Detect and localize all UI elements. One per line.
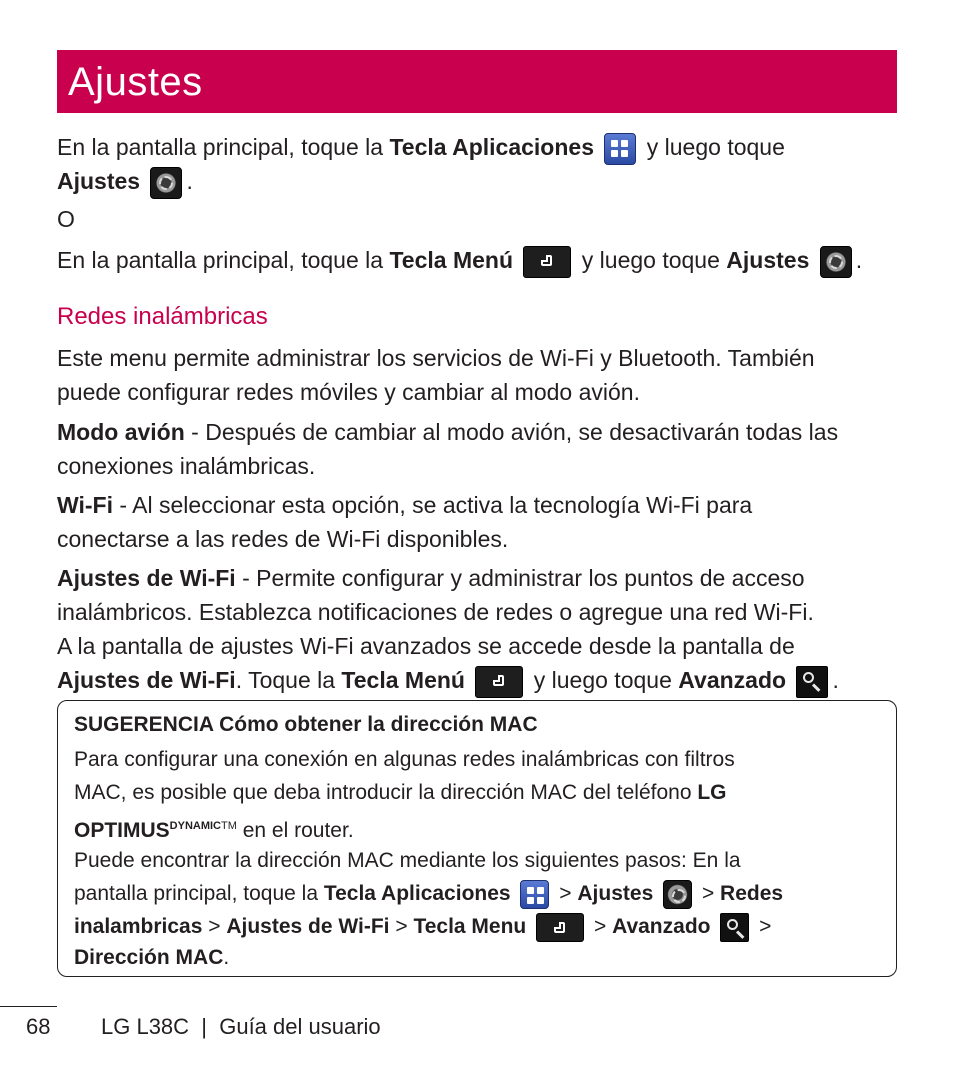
text: En la pantalla principal, toque la: [57, 247, 390, 273]
advanced-label: Avanzado: [612, 915, 711, 938]
networks-label: inalambricas: [74, 915, 203, 938]
menu-key-label: Tecla Menú: [389, 247, 513, 273]
text: - Después de cambiar al modo avión, se desactivarán todas las: [184, 419, 839, 445]
mac-address-label: Dirección MAC: [74, 946, 224, 969]
tip-l3: [74, 810, 354, 847]
wifi-settings-label: Ajustes de Wi-Fi: [226, 915, 390, 938]
body-p1-l1: Este menu permite administrar los servicios de Wi-Fi y Bluetooth. También: [57, 345, 815, 371]
search-icon: [796, 666, 828, 698]
separator: >: [389, 915, 414, 938]
advanced-label: Avanzado: [678, 667, 787, 693]
menu-key-icon: [523, 246, 571, 278]
menu-key-label: Tecla Menú: [341, 667, 465, 693]
intro-or: O: [57, 206, 75, 232]
text: .: [223, 946, 230, 969]
text: . Toque la: [235, 667, 342, 693]
footer-rule: [0, 1006, 57, 1007]
ajustes-wifi-l2: inalámbricos. Establezca notificaciones de redes o agregue una red Wi-Fi.: [57, 599, 814, 625]
section-title: Redes inalámbricas: [57, 303, 268, 330]
separator: >: [753, 915, 772, 938]
page-title: Ajustes: [68, 60, 203, 104]
separator: >: [593, 915, 613, 938]
apps-key-label: Tecla Aplicaciones: [323, 882, 511, 905]
tip-l4: Puede encontrar la dirección MAC mediante los siguientes pasos: En la: [74, 849, 741, 872]
term: Ajustes de Wi-Fi: [57, 565, 236, 591]
settings-gear-icon: [150, 167, 182, 199]
tip-l6: [74, 911, 771, 943]
wifi-l1: [57, 488, 752, 522]
text: .: [855, 247, 863, 273]
wifi-l2: conectarse a las redes de Wi-Fi disponibles.: [57, 526, 509, 552]
menu-key-label: Tecla Menu: [413, 915, 527, 938]
text: y luego toque: [646, 134, 785, 160]
tip-heading-text: SUGERENCIA Cómo obtener la dirección MAC: [74, 713, 538, 736]
apps-key-label: Tecla Aplicaciones: [389, 134, 594, 160]
tip-l1: Para configurar una conexión en algunas redes inalámbricas con filtros: [74, 748, 735, 771]
settings-label: Ajustes: [726, 247, 810, 273]
page-number: 68: [26, 1014, 51, 1039]
intro-line-1: [57, 130, 785, 165]
settings-gear-icon: [820, 246, 852, 278]
text: pantalla principal, toque la: [74, 882, 324, 905]
text: - Al seleccionar esta opción, se activa la tecnología Wi-Fi para: [113, 492, 753, 518]
ajustes-wifi-l1: [57, 561, 805, 595]
menu-key-icon: [475, 666, 523, 698]
brand: LG: [697, 781, 727, 804]
tip-box: [57, 700, 897, 977]
text: .: [186, 168, 193, 194]
settings-gear-icon: [663, 880, 692, 909]
text: .: [832, 667, 839, 693]
tip-l5: [74, 878, 783, 910]
text: - Permite configurar y administrar los puntos de acceso: [235, 565, 805, 591]
term: Modo avión: [57, 419, 185, 445]
networks-label: Redes: [720, 882, 784, 905]
text: en el router.: [236, 819, 354, 842]
tip-l7: [74, 942, 229, 974]
text: y luego toque: [533, 667, 679, 693]
model: OPTIMUS: [74, 819, 170, 842]
separator: >: [202, 915, 227, 938]
apps-icon: [604, 133, 636, 165]
apps-icon: [520, 880, 549, 909]
tip-heading: [74, 709, 538, 741]
body-p1-l2: puede configurar redes móviles y cambiar al modo avión.: [57, 379, 640, 405]
text: MAC, es posible que deba introducir la dirección MAC del teléfono: [74, 781, 698, 804]
settings-label: Ajustes: [57, 168, 141, 194]
tip-l2: [74, 777, 727, 809]
model-sup: DYNAMIC: [169, 820, 222, 832]
search-icon: [720, 913, 749, 942]
trademark: TM: [221, 820, 237, 832]
menu-key-icon: [536, 913, 584, 942]
intro-line-3: [57, 243, 862, 278]
term: Ajustes de Wi-Fi: [57, 667, 236, 693]
ajustes-wifi-l4: [57, 663, 839, 698]
modo-avion-l2: conexiones inalámbricas.: [57, 453, 316, 479]
separator: >: [559, 882, 578, 905]
text: En la pantalla principal, toque la: [57, 134, 390, 160]
separator: >: [701, 882, 721, 905]
title-banner: [57, 50, 897, 113]
modo-avion-l1: [57, 415, 838, 449]
text: y luego toque: [581, 247, 727, 273]
intro-line-2: [57, 164, 193, 199]
ajustes-wifi-l3: A la pantalla de ajustes Wi-Fi avanzados se accede desde la pantalla de: [57, 633, 795, 659]
footer-doc-title: LG L38C | Guía del usuario: [101, 1014, 381, 1039]
term: Wi-Fi: [57, 492, 113, 518]
settings-label: Ajustes: [577, 882, 654, 905]
